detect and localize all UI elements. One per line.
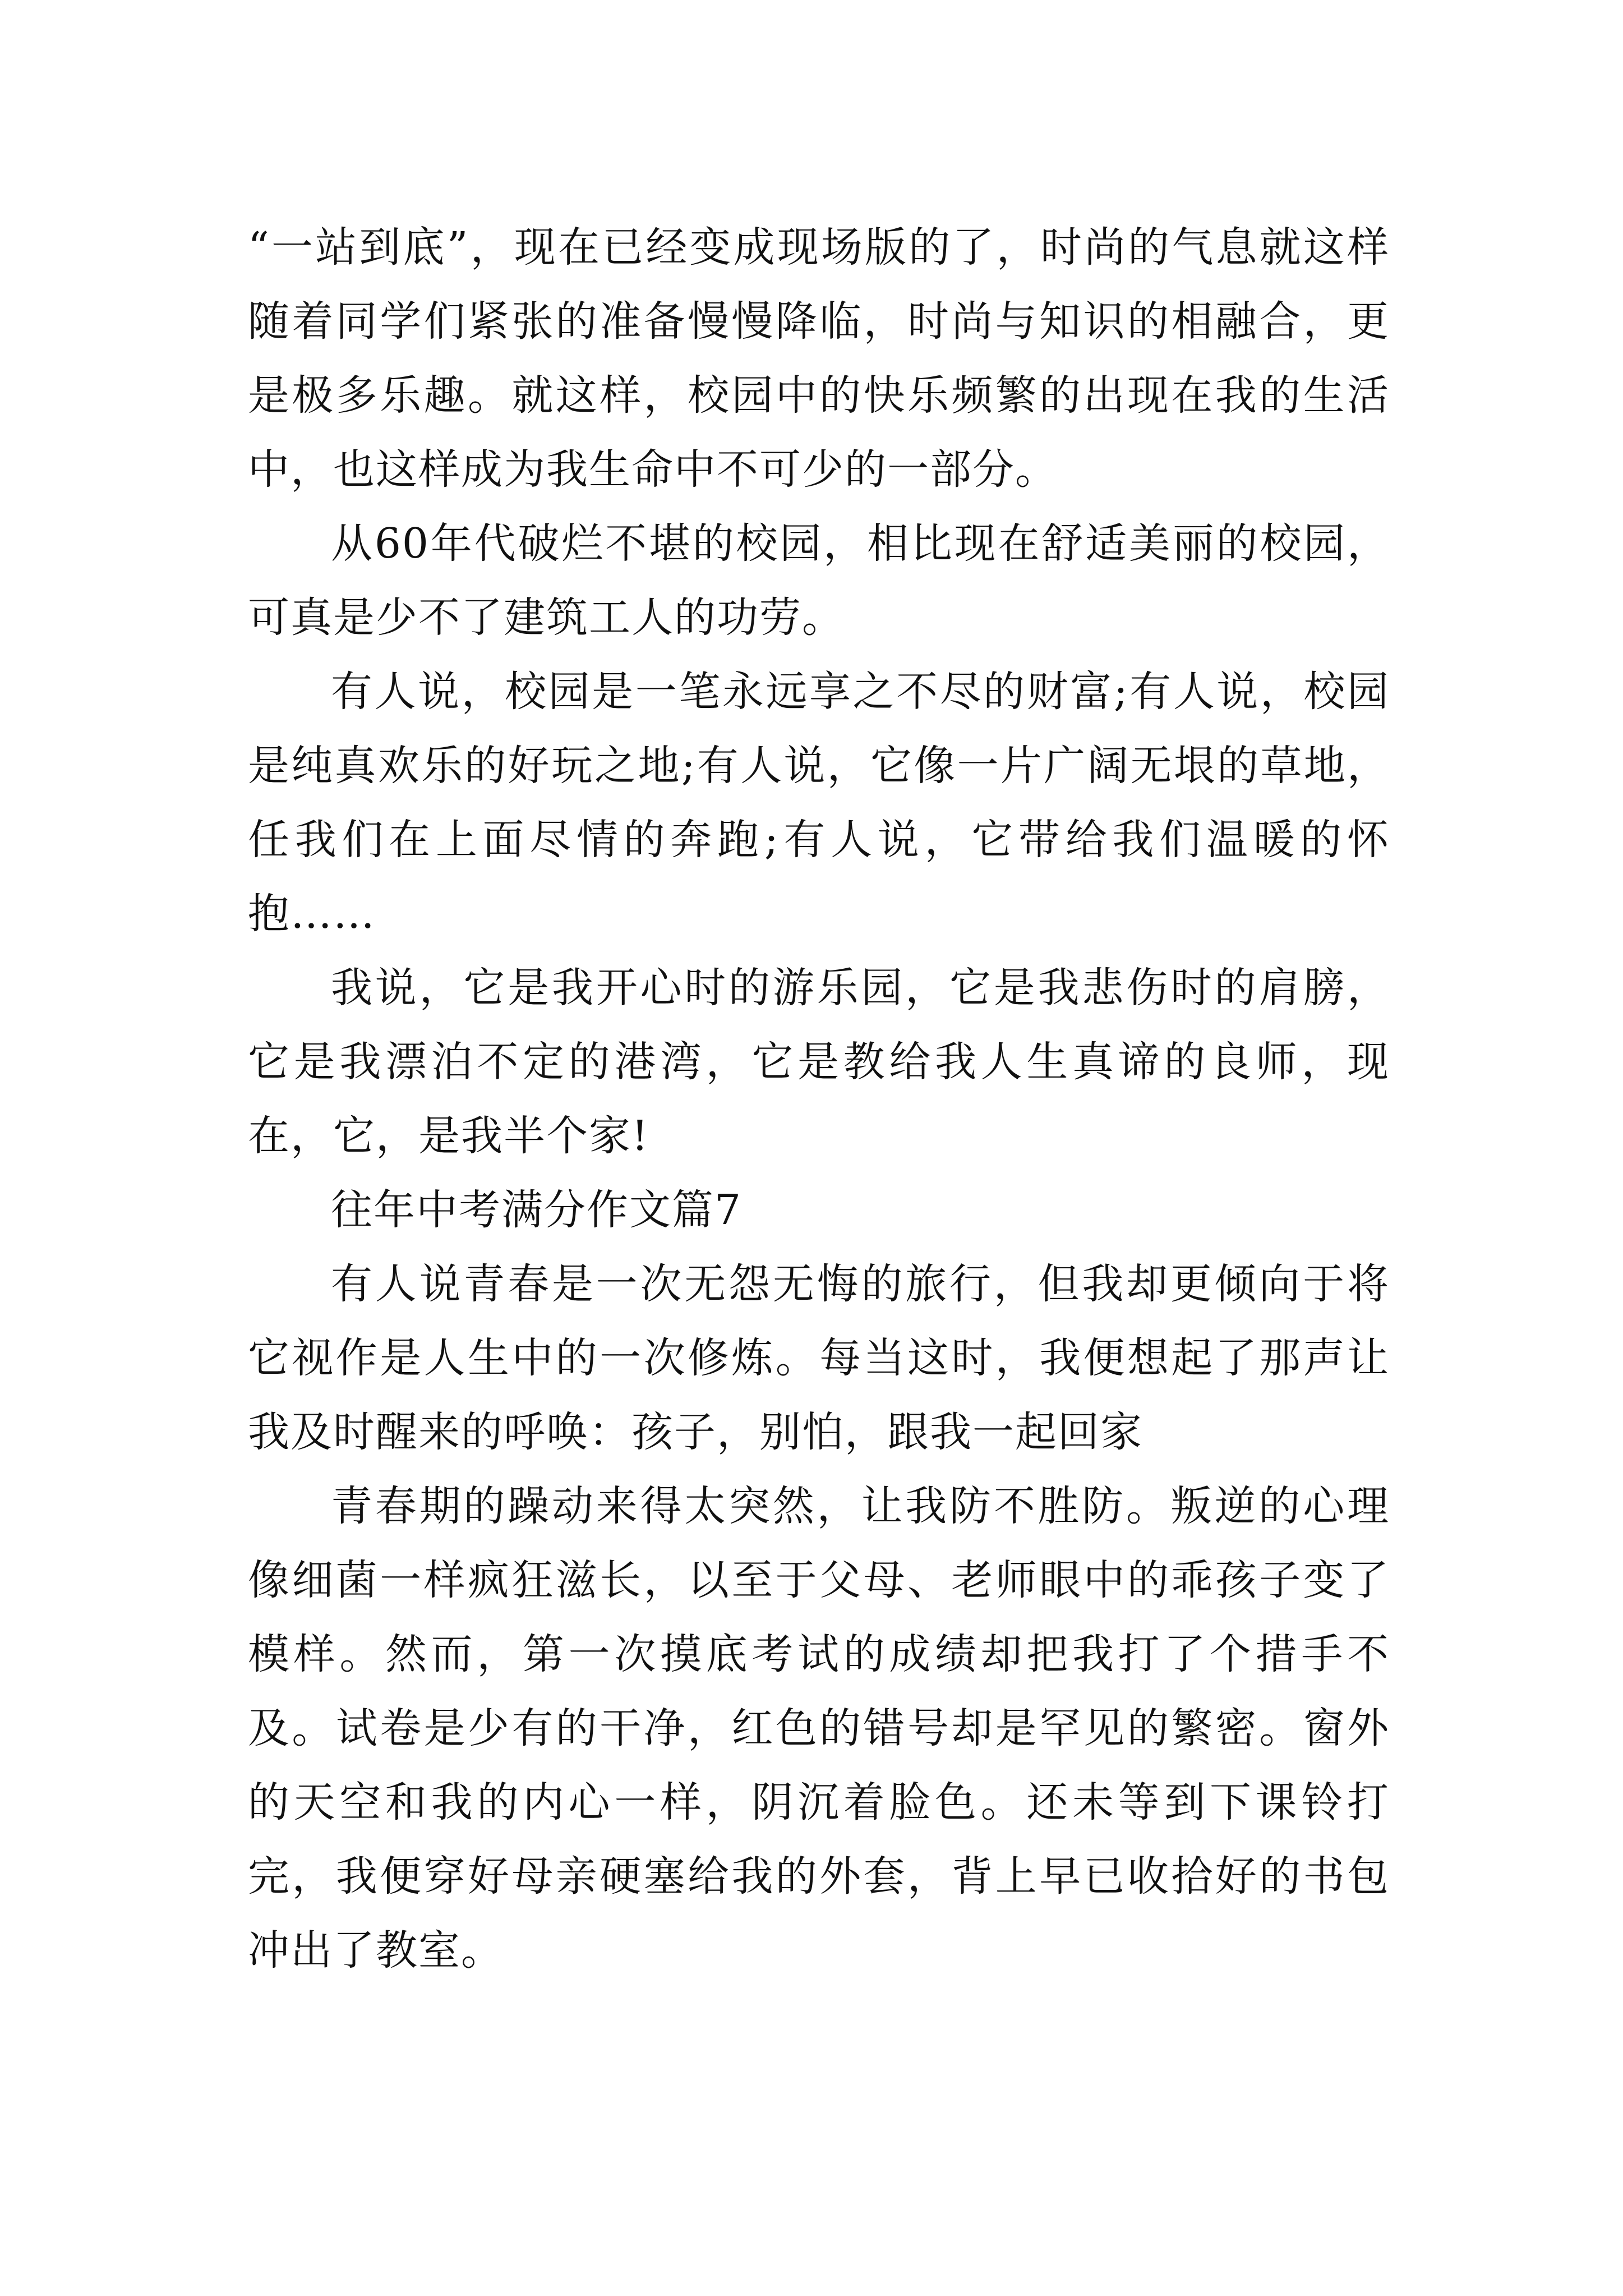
paragraph-3: 有人说，校园是一笔永远享之不尽的财富;有人说，校园是纯真欢乐的好玩之地;有人说，它像一片广阔无垠的草地，任我们在上面尽情的奔跑;有人说，它带给我们温暖的怀抱……	[248, 668, 1390, 938]
paragraph-1: “一站到底”，现在已经变成现场版的了，时尚的气息就这样随着同学们紧张的准备慢慢降临，时尚与知识的相融合，更是极多乐趣。就这样，校园中的快乐频繁的出现在我的生活中，也这样成为我生命中不可少的一部分。	[248, 223, 1390, 494]
paragraph-2: 从60年代破烂不堪的校园，相比现在舒适美丽的校园，可真是少不了建筑工人的功劳。	[248, 519, 1390, 642]
section-heading: 往年中考满分作文篇7	[331, 1186, 743, 1234]
section-paragraph-2: 青春期的躁动来得太突然，让我防不胜防。叛逆的心理像细菌一样疯狂滋长，以至于父母、老师眼中的乖孩子变了模样。然而，第一次摸底考试的成绩却把我打了个措手不及。试卷是少有的干净，红色的错号却是罕见的繁密。窗外的天空和我的内心一样，阴沉着脸色。还未等到下课铃打完，我便穿好母亲硬塞给我的外套，背上早已收拾好的书包冲出了教室。	[248, 1482, 1390, 1975]
document-body	[248, 210, 1390, 1987]
paragraph-4: 我说，它是我开心时的游乐园，它是我悲伤时的肩膀，它是我漂泊不定的港湾，它是教给我人生真谛的良师，现在，它，是我半个家!	[248, 964, 1390, 1160]
section-paragraph-1: 有人说青春是一次无怨无悔的旅行，但我却更倾向于将它视作是人生中的一次修炼。每当这时，我便想起了那声让我及时醒来的呼唤：孩子，别怕，跟我一起回家	[248, 1260, 1390, 1456]
